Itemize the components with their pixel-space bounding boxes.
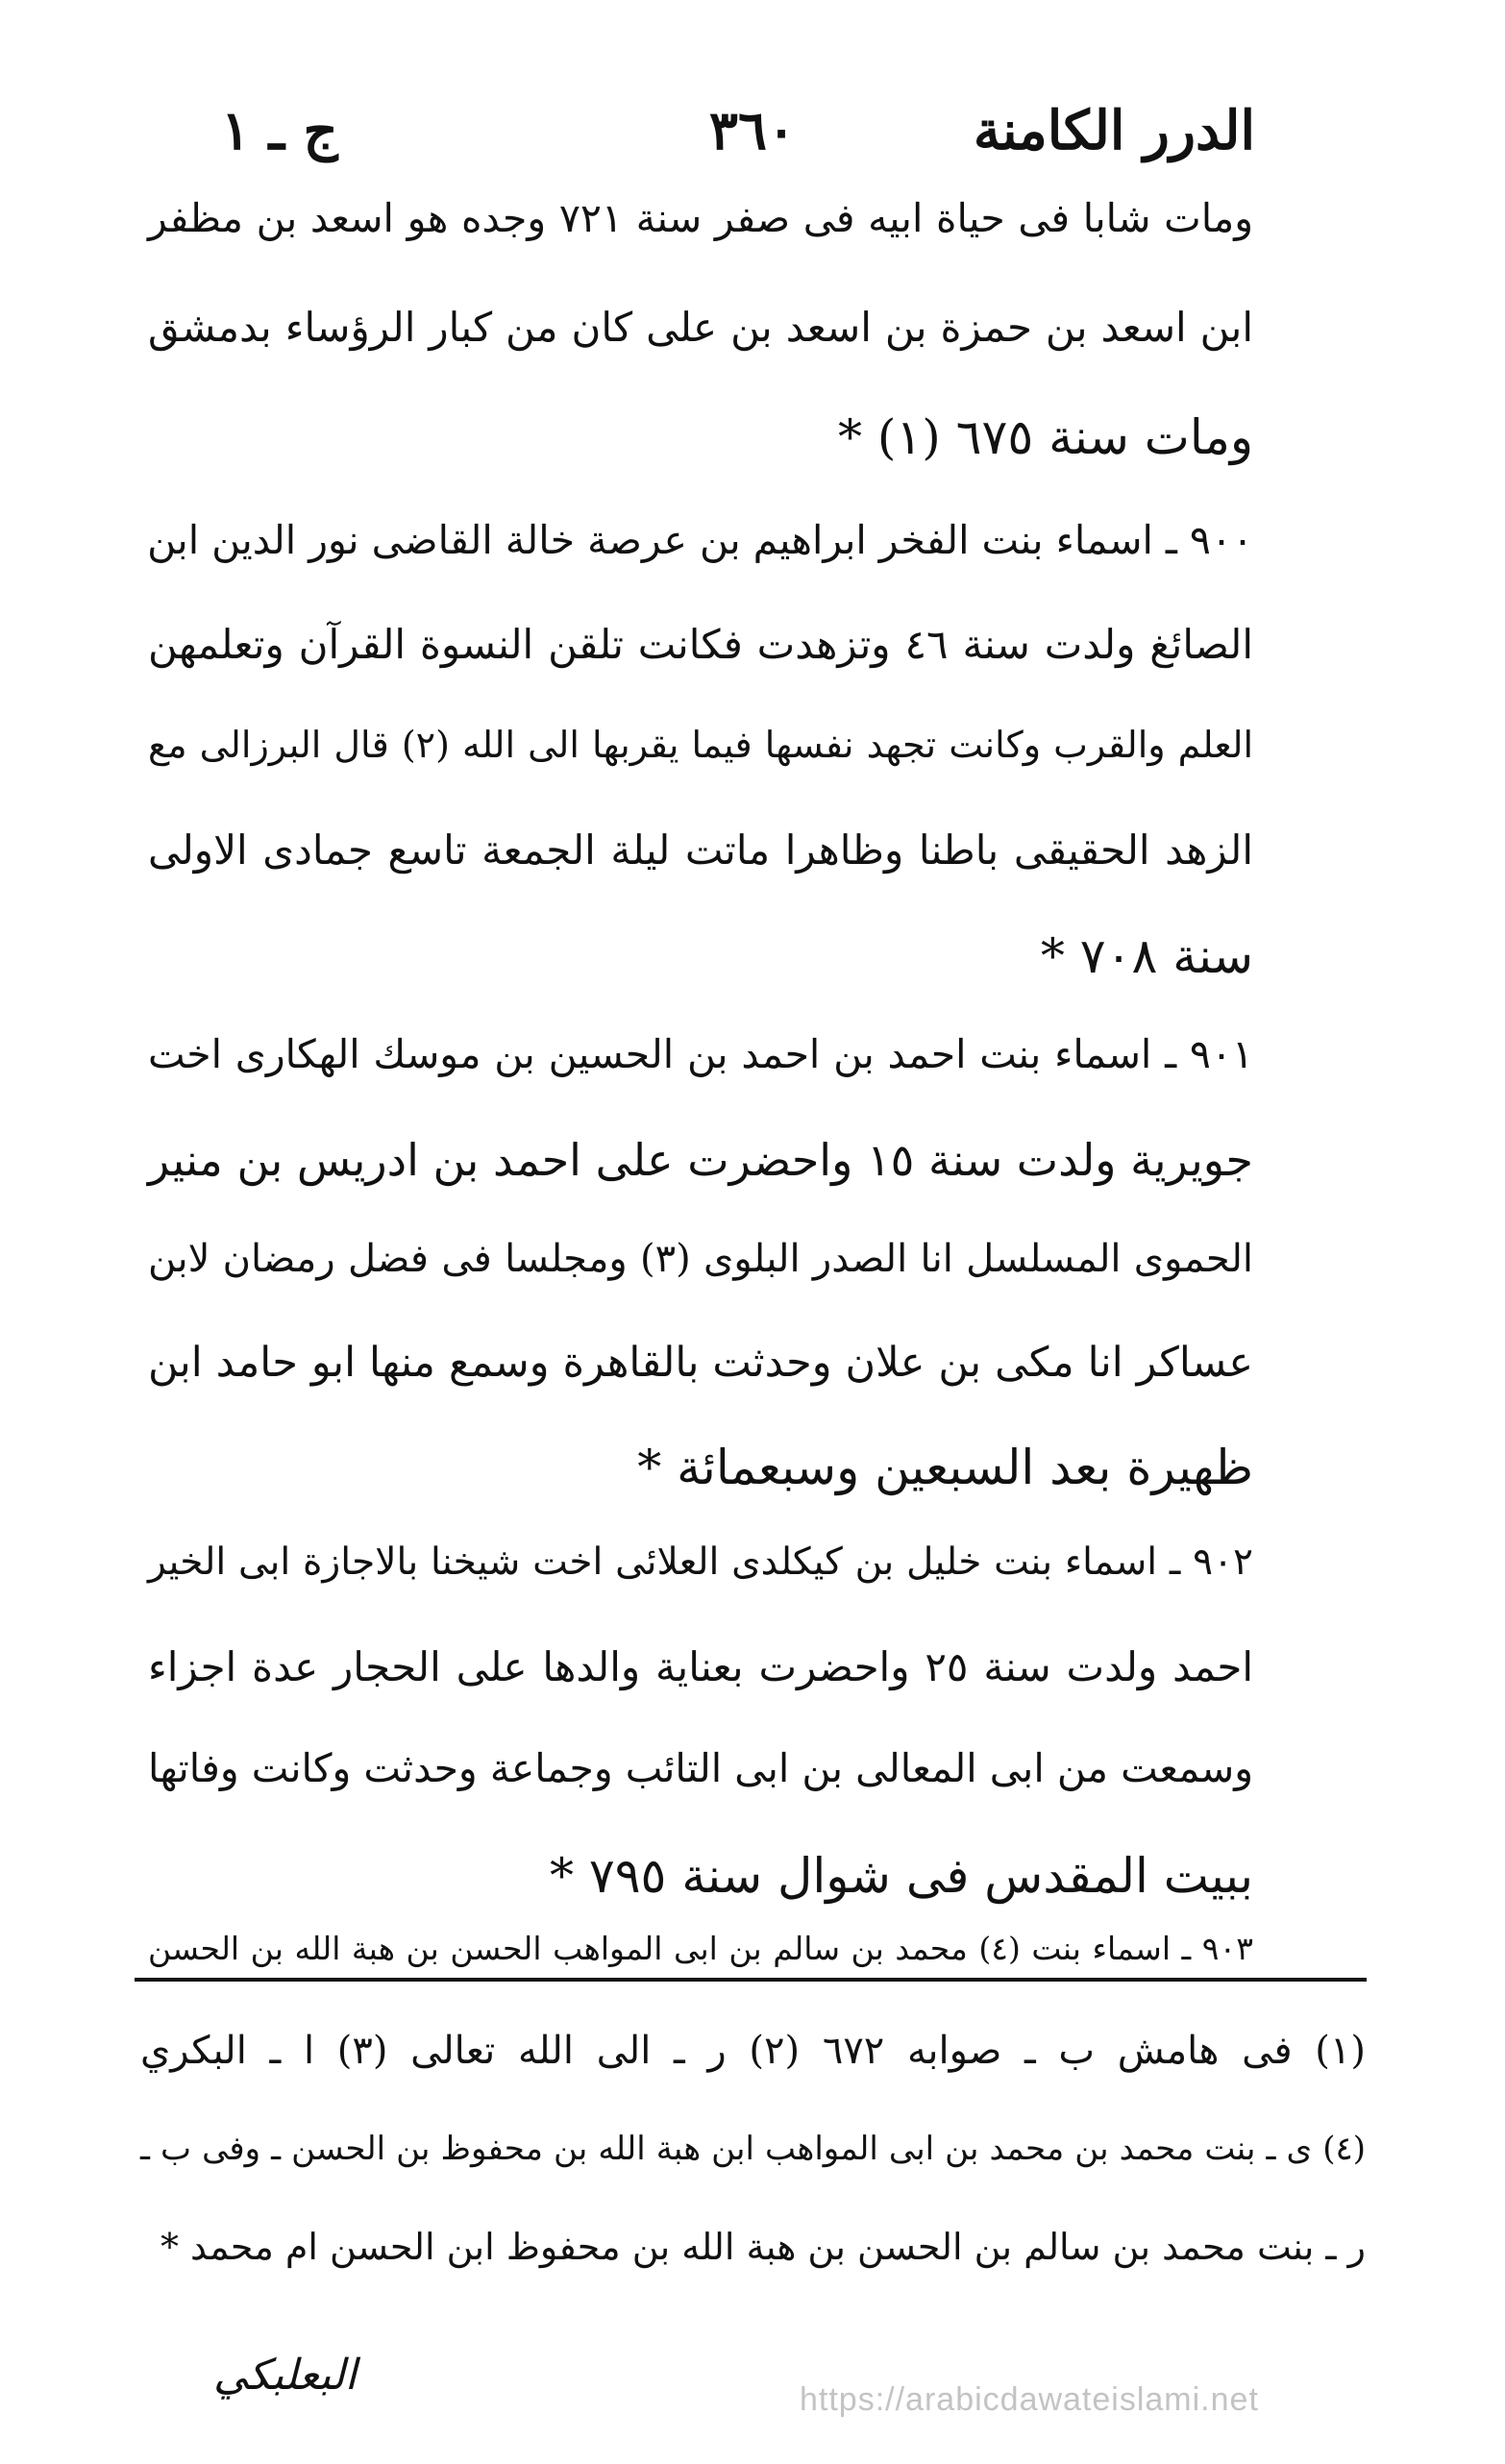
body-line: ومات سنة ٦٧٥ (١) *	[837, 409, 1253, 465]
body-line: ومات شابا فى حياة ابيه فى صفر سنة ٧٢١ وجده هو اسعد بن مظفر	[148, 195, 1254, 241]
body-line: الحموى المسلسل انا الصدر البلوى (٣) ومجلسا فى فضل رمضان لابن	[148, 1237, 1253, 1281]
entry-902-line: ٩٠٢ ـ اسماء بنت خليل بن كيكلدى العلائى اخت شيخنا بالاجازة ابى الخير	[148, 1540, 1253, 1584]
body-line: ظهيرة بعد السبعين وسبعمائة *	[637, 1440, 1253, 1495]
body-line: الزهد الحقيقى باطنا وظاهرا ماتت ليلة الجمعة تاسع جمادى الاولى	[148, 826, 1253, 874]
page-number: ٣٦٠	[708, 99, 797, 162]
volume-label: ج ـ ١	[221, 99, 338, 162]
entry-903-line: ٩٠٣ ـ اسماء بنت (٤) محمد بن سالم بن ابى المواهب الحسن بن هبة الله بن الحسن	[148, 1930, 1253, 1967]
footnote-line: (١) فى هامش ب ـ صوابه ٦٧٢ (٢) ر ـ الى الله تعالى (٣) ا ـ البكري	[140, 2029, 1366, 2073]
body-line: ابن اسعد بن حمزة بن اسعد بن على كان من كبار الرؤساء بدمشق	[148, 304, 1253, 351]
footnote-line: (٤) ى ـ بنت محمد بن محمد بن ابى المواهب ابن هبة الله بن محفوظ بن الحسن ـ وفى ب ـ	[140, 2130, 1367, 2168]
entry-900-line: ٩٠٠ ـ اسماء بنت الفخر ابراهيم بن عرصة خالة القاضى نور الدين ابن	[147, 517, 1253, 563]
handwritten-signature: البعلبكي	[213, 2351, 357, 2400]
body-line: جويرية ولدت سنة ١٥ واحضرت على احمد بن ادريس بن منير	[148, 1134, 1253, 1186]
body-line: الصائغ ولدت سنة ٤٦ وتزهدت فكانت تلقن النسوة القرآن وتعلمهن	[148, 621, 1253, 668]
running-title: الدرر الكامنة	[973, 99, 1255, 162]
watermark-url: https://arabicdawateislami.net	[800, 2381, 1259, 2418]
footnote-line: ر ـ بنت محمد بن سالم بن الحسن بن هبة الله بن محفوظ ابن الحسن ام محمد *	[160, 2226, 1366, 2268]
body-line: عساكر انا مكى بن علان وحدثت بالقاهرة وسمع منها ابو حامد ابن	[148, 1339, 1253, 1387]
body-line: وسمعت من ابى المعالى بن ابى التائب وجماعة وحدثت وكانت وفاتها	[148, 1745, 1253, 1791]
body-line: ببيت المقدس فى شوال سنة ٧٩٥ *	[549, 1848, 1253, 1904]
body-line: سنة ٧٠٨ *	[1040, 928, 1253, 984]
body-line: العلم والقرب وكانت تجهد نفسها فيما يقربها الى الله (٢) قال البرزالى مع	[148, 724, 1253, 766]
footnote-separator	[135, 1978, 1367, 1982]
body-line: احمد ولدت سنة ٢٥ واحضرت بعناية والدها على الحجار عدة اجزاء	[148, 1643, 1253, 1690]
entry-901-line: ٩٠١ ـ اسماء بنت احمد بن احمد بن الحسين بن موسك الهكارى اخت	[148, 1031, 1253, 1077]
